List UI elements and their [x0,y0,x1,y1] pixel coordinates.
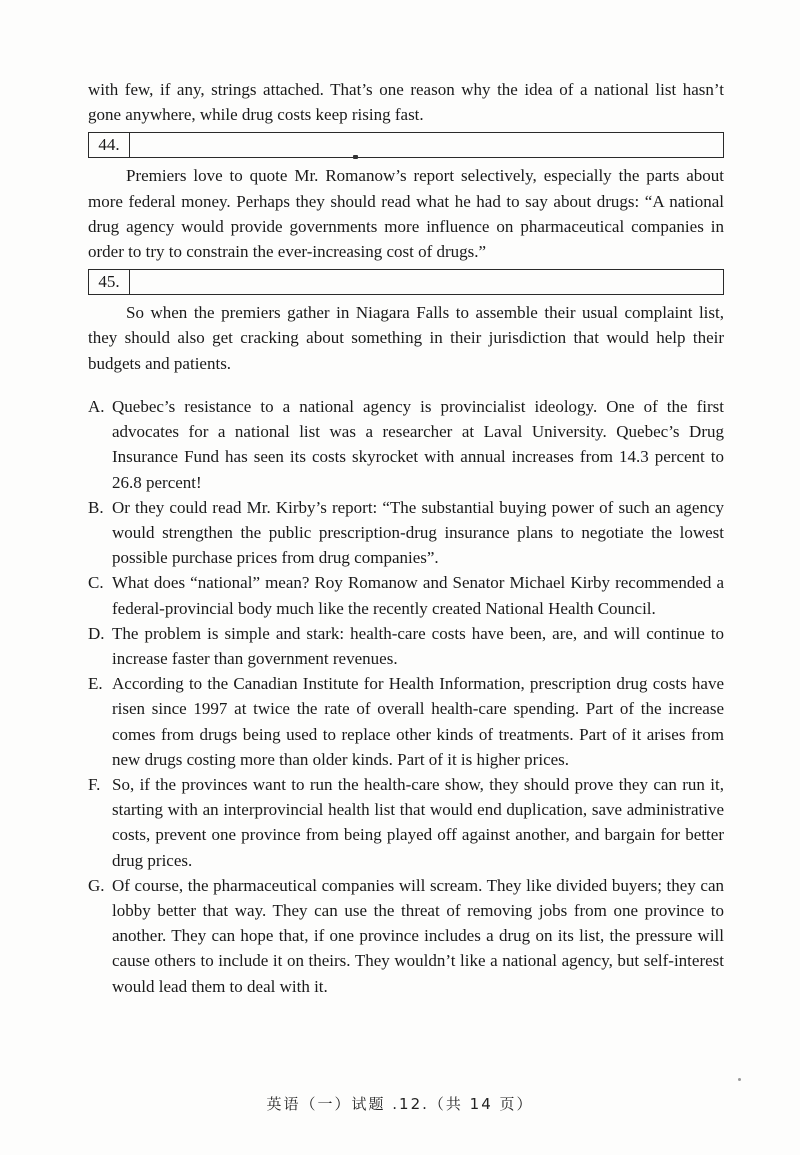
option-text: According to the Canadian Institute for Health Information, prescription drug costs have risen since 1997 at twice the rate of overall health-care spending. Part of the increase comes from drugs being used to replace other kinds of treatments. Part of it arises from new drugs costing more than older kinds. Part of it is higher prices. [112,674,724,769]
option-text: What does “national” mean? Roy Romanow and Senator Michael Kirby recommended a federal-provincial body much like the recently created National Health Council. [112,573,724,618]
blank-fill-area-45 [130,270,723,294]
option-a [88,394,724,495]
option-g [88,873,724,999]
option-letter: A. [88,397,105,416]
option-text: Quebec’s resistance to a national agency is provincialist ideology. One of the first advocates for a national list was a researcher at Laval University. Quebec’s Drug Insurance Fund has seen its costs skyrocket with annual increases from 14.3 percent to 26.8 percent! [112,397,724,492]
blank-number-45: 45. [89,270,130,294]
option-letter: E. [88,674,103,694]
answer-blank-44 [88,132,724,158]
blank-number-44: 44. [89,133,130,157]
passage-paragraph-intro: with few, if any, strings attached. That’s one reason why the idea of a national list hasn’t gone anywhere, while drug costs keep rising fast. [88,80,724,125]
option-text: Of course, the pharmaceutical companies will scream. They like divided buyers; they can lobby better that way. They can use the threat of removing jobs from one province to another. They can hope that, if one province includes a drug on its list, the pressure will cause others to include it on theirs. They wouldn’t like a national agency, but self-interest would lead them to deal with it. [112,875,724,996]
option-text: So, if the provinces want to run the health-care show, they should prove they can run it, starting with an interprovincial health list that would end duplication, save administrative costs, prevent one province from being played off against another, and bargain for better drug prices. [112,775,724,870]
option-text: Or they could read Mr. Kirby’s report: “The substantial buying power of such an agency would strengthen the public prescription-drug insurance plans to negotiate the lowest possible purchase prices from drug companies”. [112,497,724,568]
passage [88,77,724,376]
passage-paragraph-niagara: So when the premiers gather in Niagara Falls to assemble their usual complaint list, they should also get cracking about something in their jurisdiction that would help their budgets and patients. [88,303,724,373]
option-text: The problem is simple and stark: health-care costs have been, are, and will continue to increase faster than government revenues. [112,623,724,669]
blank-fill-area-44 [130,133,723,157]
answer-blank-45 [88,269,724,295]
option-letter: C. [88,573,104,593]
option-c [88,570,724,620]
option-letter: D. [88,623,105,643]
option-f [88,772,724,873]
print-mark [353,155,358,159]
option-letter: B. [88,497,104,517]
option-letter: F. [88,775,101,795]
page-footer: 英语（一）试题 .12.（共 14 页） [266,1095,534,1113]
option-e [88,671,724,772]
option-b [88,495,724,571]
option-letter: G. [88,875,105,895]
option-d [88,621,724,671]
passage-paragraph-premiers: Premiers love to quote Mr. Romanow’s report selectively, especially the parts about more federal money. Perhaps they should read what he had to say about drugs: “A national drug agency would provide governments more influence on pharmaceutical companies in order to try to constrain the ever-increasing cost of drugs.” [88,166,724,262]
print-speck [738,1078,741,1081]
option-list [88,394,724,999]
